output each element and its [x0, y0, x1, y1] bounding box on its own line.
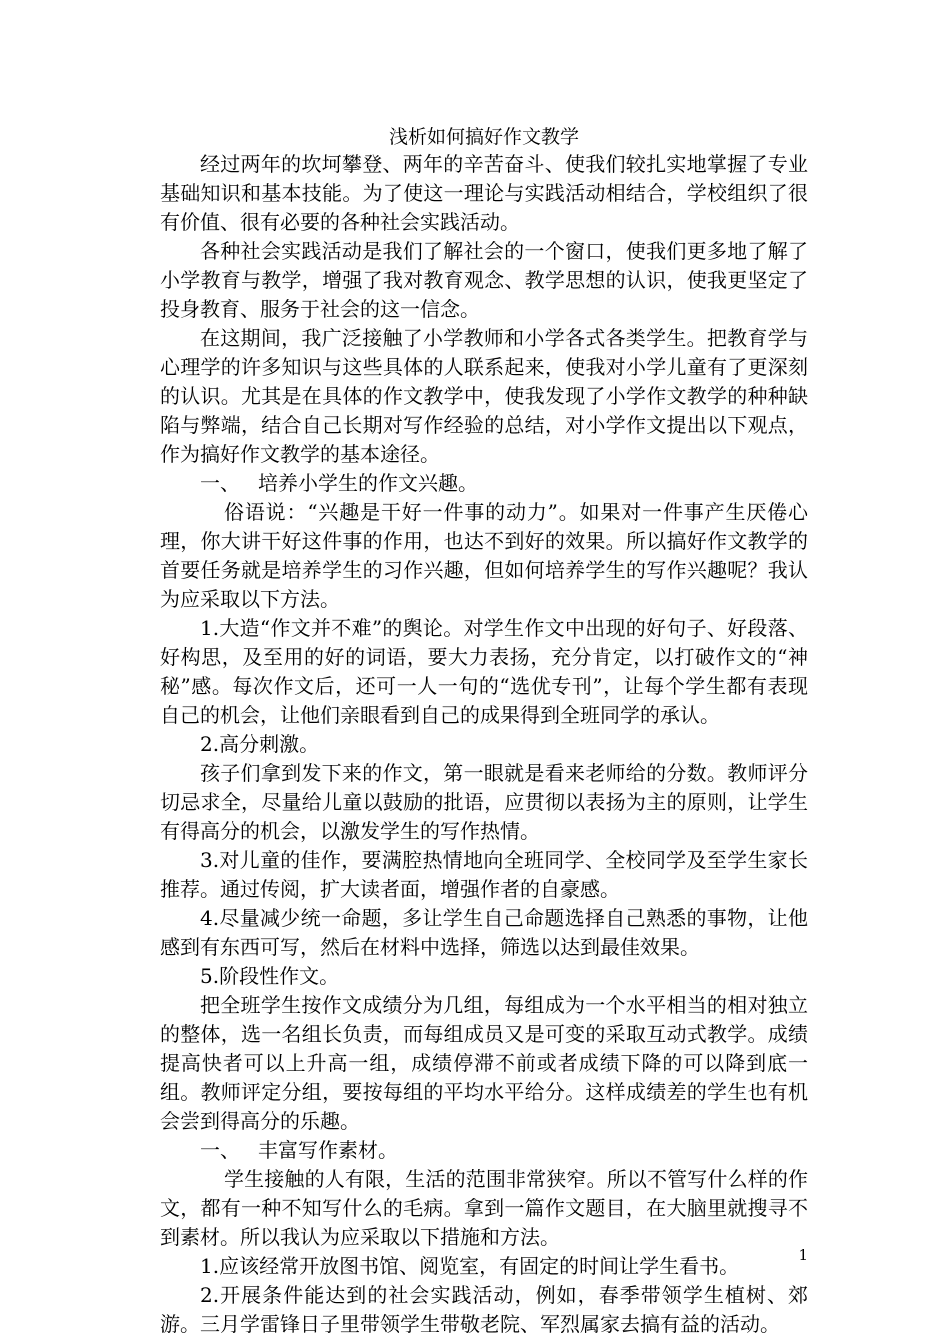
list-item: 2.高分刺激。	[200, 732, 320, 756]
list-item: 2.开展条件能达到的社会实践活动，例如，春季带领学生植树、郊游。三月学雷锋日子里带领学生带敬老院、军烈属家去搞有益的活动。	[160, 1283, 808, 1336]
list-item: 3.对儿童的佳作，要满腔热情地向全班同学、全校同学及至学生家长推荐。通过传阅，扩大读者面，增强作者的自豪感。	[160, 848, 808, 901]
section-number: 一、	[200, 471, 240, 495]
list-item: 1.应该经常开放图书馆、阅览室，有固定的时间让学生看书。	[200, 1254, 740, 1278]
section-heading	[160, 469, 808, 498]
paragraph: 孩子们拿到发下来的作文，第一眼就是看来老师给的分数。教师评分切忌求全，尽量给儿童以鼓励的批语，应贯彻以表扬为主的原则，让学生有得高分的机会，以激发学生的写作热情。	[160, 761, 808, 843]
paragraph: 把全班学生按作文成绩分为几组，每组成为一个水平相当的相对独立的整体，选一名组长负责，而每组成员又是可变的采取互动式教学。成绩提高快者可以上升高一组，成绩停滞不前或者成绩下降的可以降到底一组。教师评定分组，要按每组的平均水平给分。这样成绩差的学生也有机会尝到得高分的乐趣。	[160, 993, 808, 1133]
section-heading	[160, 1136, 808, 1165]
paragraph: 经过两年的坎坷攀登、两年的辛苦奋斗、使我们较扎实地掌握了专业基础知识和基本技能。为了使这一理论与实践活动相结合，学校组织了很有价值、很有必要的各种社会实践活动。	[160, 152, 808, 234]
section-title: 丰富写作素材。	[258, 1138, 398, 1162]
list-item: 5.阶段性作文。	[200, 964, 340, 988]
paragraph: 俗语说：“兴趣是干好一件事的动力”。如果对一件事产生厌倦心理，你大讲干好这件事的作用，也达不到好的效果。所以搞好作文教学的首要任务就是培养学生的习作兴趣，但如何培养学生的写作兴趣呢？我认为应采取以下方法。	[160, 500, 808, 611]
page-number: 1	[798, 1246, 808, 1264]
paragraph: 在这期间，我广泛接触了小学教师和小学各式各类学生。把教育学与心理学的许多知识与这些具体的人联系起来，使我对小学儿童有了更深刻的认识。尤其是在具体的作文教学中，使我发现了小学作文教学的种种缺陷与弊端，结合自己长期对写作经验的总结，对小学作文提出以下观点，作为搞好作文教学的基本途径。	[160, 326, 808, 466]
section-number: 一、	[200, 1138, 240, 1162]
section-title: 培养小学生的作文兴趣。	[258, 471, 478, 495]
paragraph: 学生接触的人有限，生活的范围非常狭窄。所以不管写什么样的作文，都有一种不知写什么的毛病。拿到一篇作文题目，在大脑里就搜寻不到素材。所以我认为应采取以下措施和方法。	[160, 1167, 808, 1249]
list-item: 4.尽量减少统一命题，多让学生自己命题选择自己熟悉的事物，让他感到有东西可写，然后在材料中选择，筛选以达到最佳效果。	[160, 906, 808, 959]
list-item: 1.大造“作文并不难”的舆论。对学生作文中出现的好句子、好段落、好构思，及至用的好的词语，要大力表扬，充分肯定，以打破作文的“神秘”感。每次作文后，还可一人一句的“选优专刊”，让每个学生都有表现自己的机会，让他们亲眼看到自己的成果得到全班同学的承认。	[160, 616, 808, 727]
paragraph: 各种社会实践活动是我们了解社会的一个窗口，使我们更多地了解了小学教育与教学，增强了我对教育观念、教学思想的认识，使我更坚定了投身教育、服务于社会的这一信念。	[160, 239, 808, 321]
document-title: 浅析如何搞好作文教学	[388, 126, 579, 148]
document-page	[160, 124, 808, 1339]
